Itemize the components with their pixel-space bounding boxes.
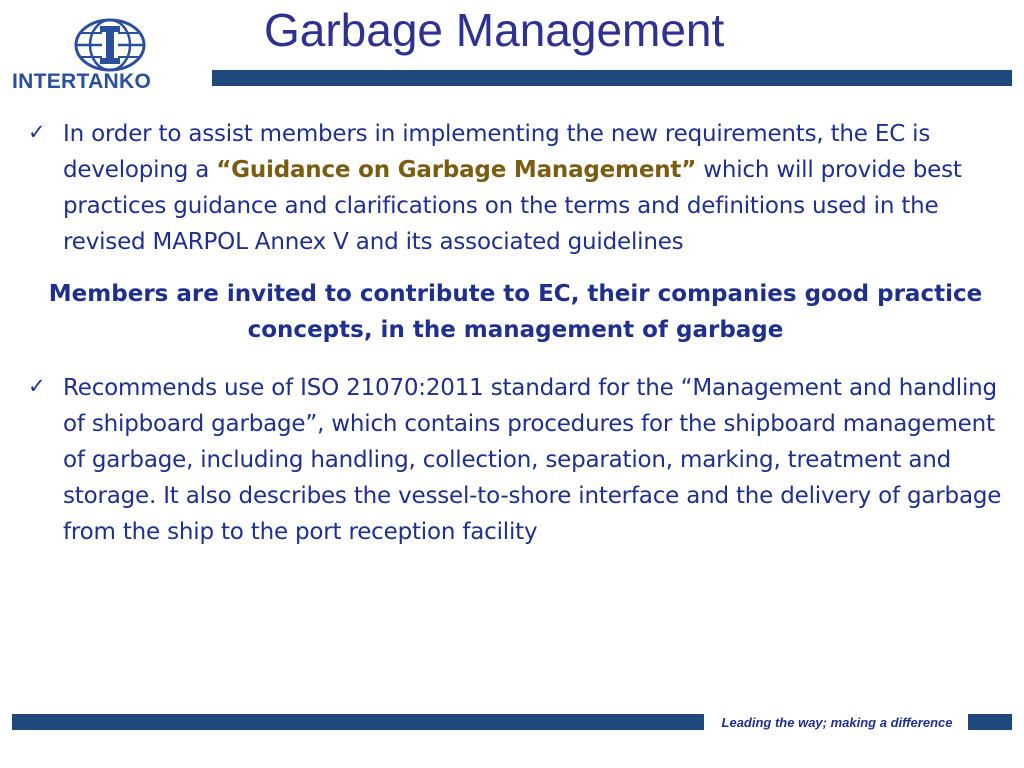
bullet-item xyxy=(28,116,1003,260)
header-divider-bar xyxy=(212,70,1012,86)
footer-tagline: Leading the way; making a difference xyxy=(721,715,953,730)
invitation-note: Members are invited to contribute to EC, their companies good practice concepts, in the management of garbage xyxy=(48,281,983,343)
checkmark-icon: ✓ xyxy=(28,120,46,144)
bullet-text xyxy=(63,116,1003,260)
footer-divider-bar-end xyxy=(968,714,1012,730)
intertanko-logo xyxy=(12,8,212,94)
guidance-title-quote: “Guidance on Garbage Management” xyxy=(216,157,697,183)
logo-wordmark: INTERTANKO xyxy=(12,70,152,93)
footer-divider-bar xyxy=(12,714,704,730)
slide-body xyxy=(28,116,1003,550)
checkmark-icon: ✓ xyxy=(28,374,46,398)
bullet-text-part: In order to assist members in implementing the new requirements, the EC is developing a xyxy=(63,121,931,183)
bullet-text: Recommends use of ISO 21070:2011 standard for the “Management and handling of shipboard garbage”, which contains procedures for the shipboard management of garbage, including handling, collection, separation, marking, treatment and storage. It also describes the vessel-to-shore interface and the delivery of garbage from the ship to the port reception facility xyxy=(63,375,1002,545)
page-title: Garbage Management xyxy=(264,4,725,56)
globe-icon xyxy=(70,18,150,72)
bullet-item xyxy=(28,370,1003,550)
bullet-text-part: which will provide best practices guidance and clarifications on the terms and definitions used in the revised MARPOL Annex V and its associated guidelines xyxy=(63,157,962,255)
